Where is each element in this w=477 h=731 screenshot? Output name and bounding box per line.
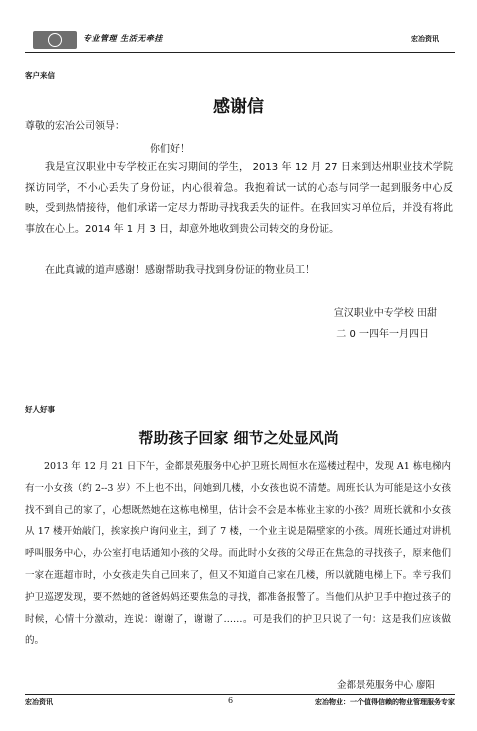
footer-brand: 宏冶资讯 bbox=[25, 697, 53, 706]
letter-paragraph-1: 我是宣汉职业中专学校正在实习期间的学生， 2013 年 12 月 27 日来到达州职业技术学院探访同学，不小心丢失了身份证，内心很着急。我抱着试一试的心态与同学一起到服务中心反映，受到热情接待，他们承诺一定尽力帮助寻找我丢失的证件。在我回实习单位后，并没有将此事放在心上。2014 年 1 月 3 日，却意外地收到贵公司转交的身份证。 bbox=[25, 162, 453, 235]
story-title: 帮助孩子回家 细节之处显风尚 bbox=[138, 429, 339, 447]
header-slogan: 专业管理 生活无牵挂 bbox=[83, 33, 163, 43]
section-tag-customer-letter: 客户来信 bbox=[25, 71, 55, 80]
story-paragraph: 2013 年 12 月 21 日下午，金都景苑服务中心护卫班长周恒水在巡楼过程中，发现 A1 栋电梯内有一小女孩（约 2--3 岁）不上也不出，问她到几楼，小女孩也说不清楚。周班长认为可能是这小女孩找不到自己的家了，心想既然她在这栋电梯里，估计会不会是本栋业主家的小孩？周班长就和小女孩从 17 楼开始敲门，挨家挨户询问业主，到了 7 楼，一个业主说是隔壁家的小孩。周班长通过对讲机呼叫服务中心，办公室打电话通知小孩的父母。而此时小女孩的父母正在焦急的寻找孩子，原来他们一家在逛超市时，小女孩走失自己回来了，但又不知道自己家在几楼，所以就随电梯上下。幸亏我们护卫巡逻发现，要不然她的爸爸妈妈还要焦急的寻找，都准备报警了。当他们从护卫手中抱过孩子的时候，心情十分激动，连说：谢谢了，谢谢了……。可是我们的护卫只说了一句：这是我们应该做的。 bbox=[25, 461, 451, 647]
page-header bbox=[25, 28, 455, 52]
footer-divider bbox=[25, 694, 455, 695]
letter-greeting: 尊敬的宏冶公司领导： bbox=[25, 121, 125, 132]
letter-title: 感谢信 bbox=[213, 97, 264, 117]
letter-paragraph-2: 在此真诚的道声感谢！感谢帮助我寻找到身份证的物业员工！ bbox=[45, 265, 315, 276]
letter-date: 二 0 一四年一月四日 bbox=[336, 329, 429, 340]
letter-signature: 宣汉职业中专学校 田甜 bbox=[333, 308, 437, 319]
page-number: 6 bbox=[228, 696, 234, 705]
logo-emblem-icon bbox=[48, 33, 62, 47]
letter-hello: 你们好！ bbox=[150, 144, 190, 155]
header-brand: 宏冶资讯 bbox=[411, 34, 439, 43]
story-signature: 金都景苑服务中心 廖阳 bbox=[336, 680, 435, 691]
header-divider bbox=[25, 52, 455, 53]
company-logo-icon bbox=[33, 31, 77, 49]
section-tag-good-deeds: 好人好事 bbox=[25, 405, 55, 414]
footer-tagline: 宏冶物业：一个值得信赖的物业管理服务专家 bbox=[315, 697, 455, 706]
